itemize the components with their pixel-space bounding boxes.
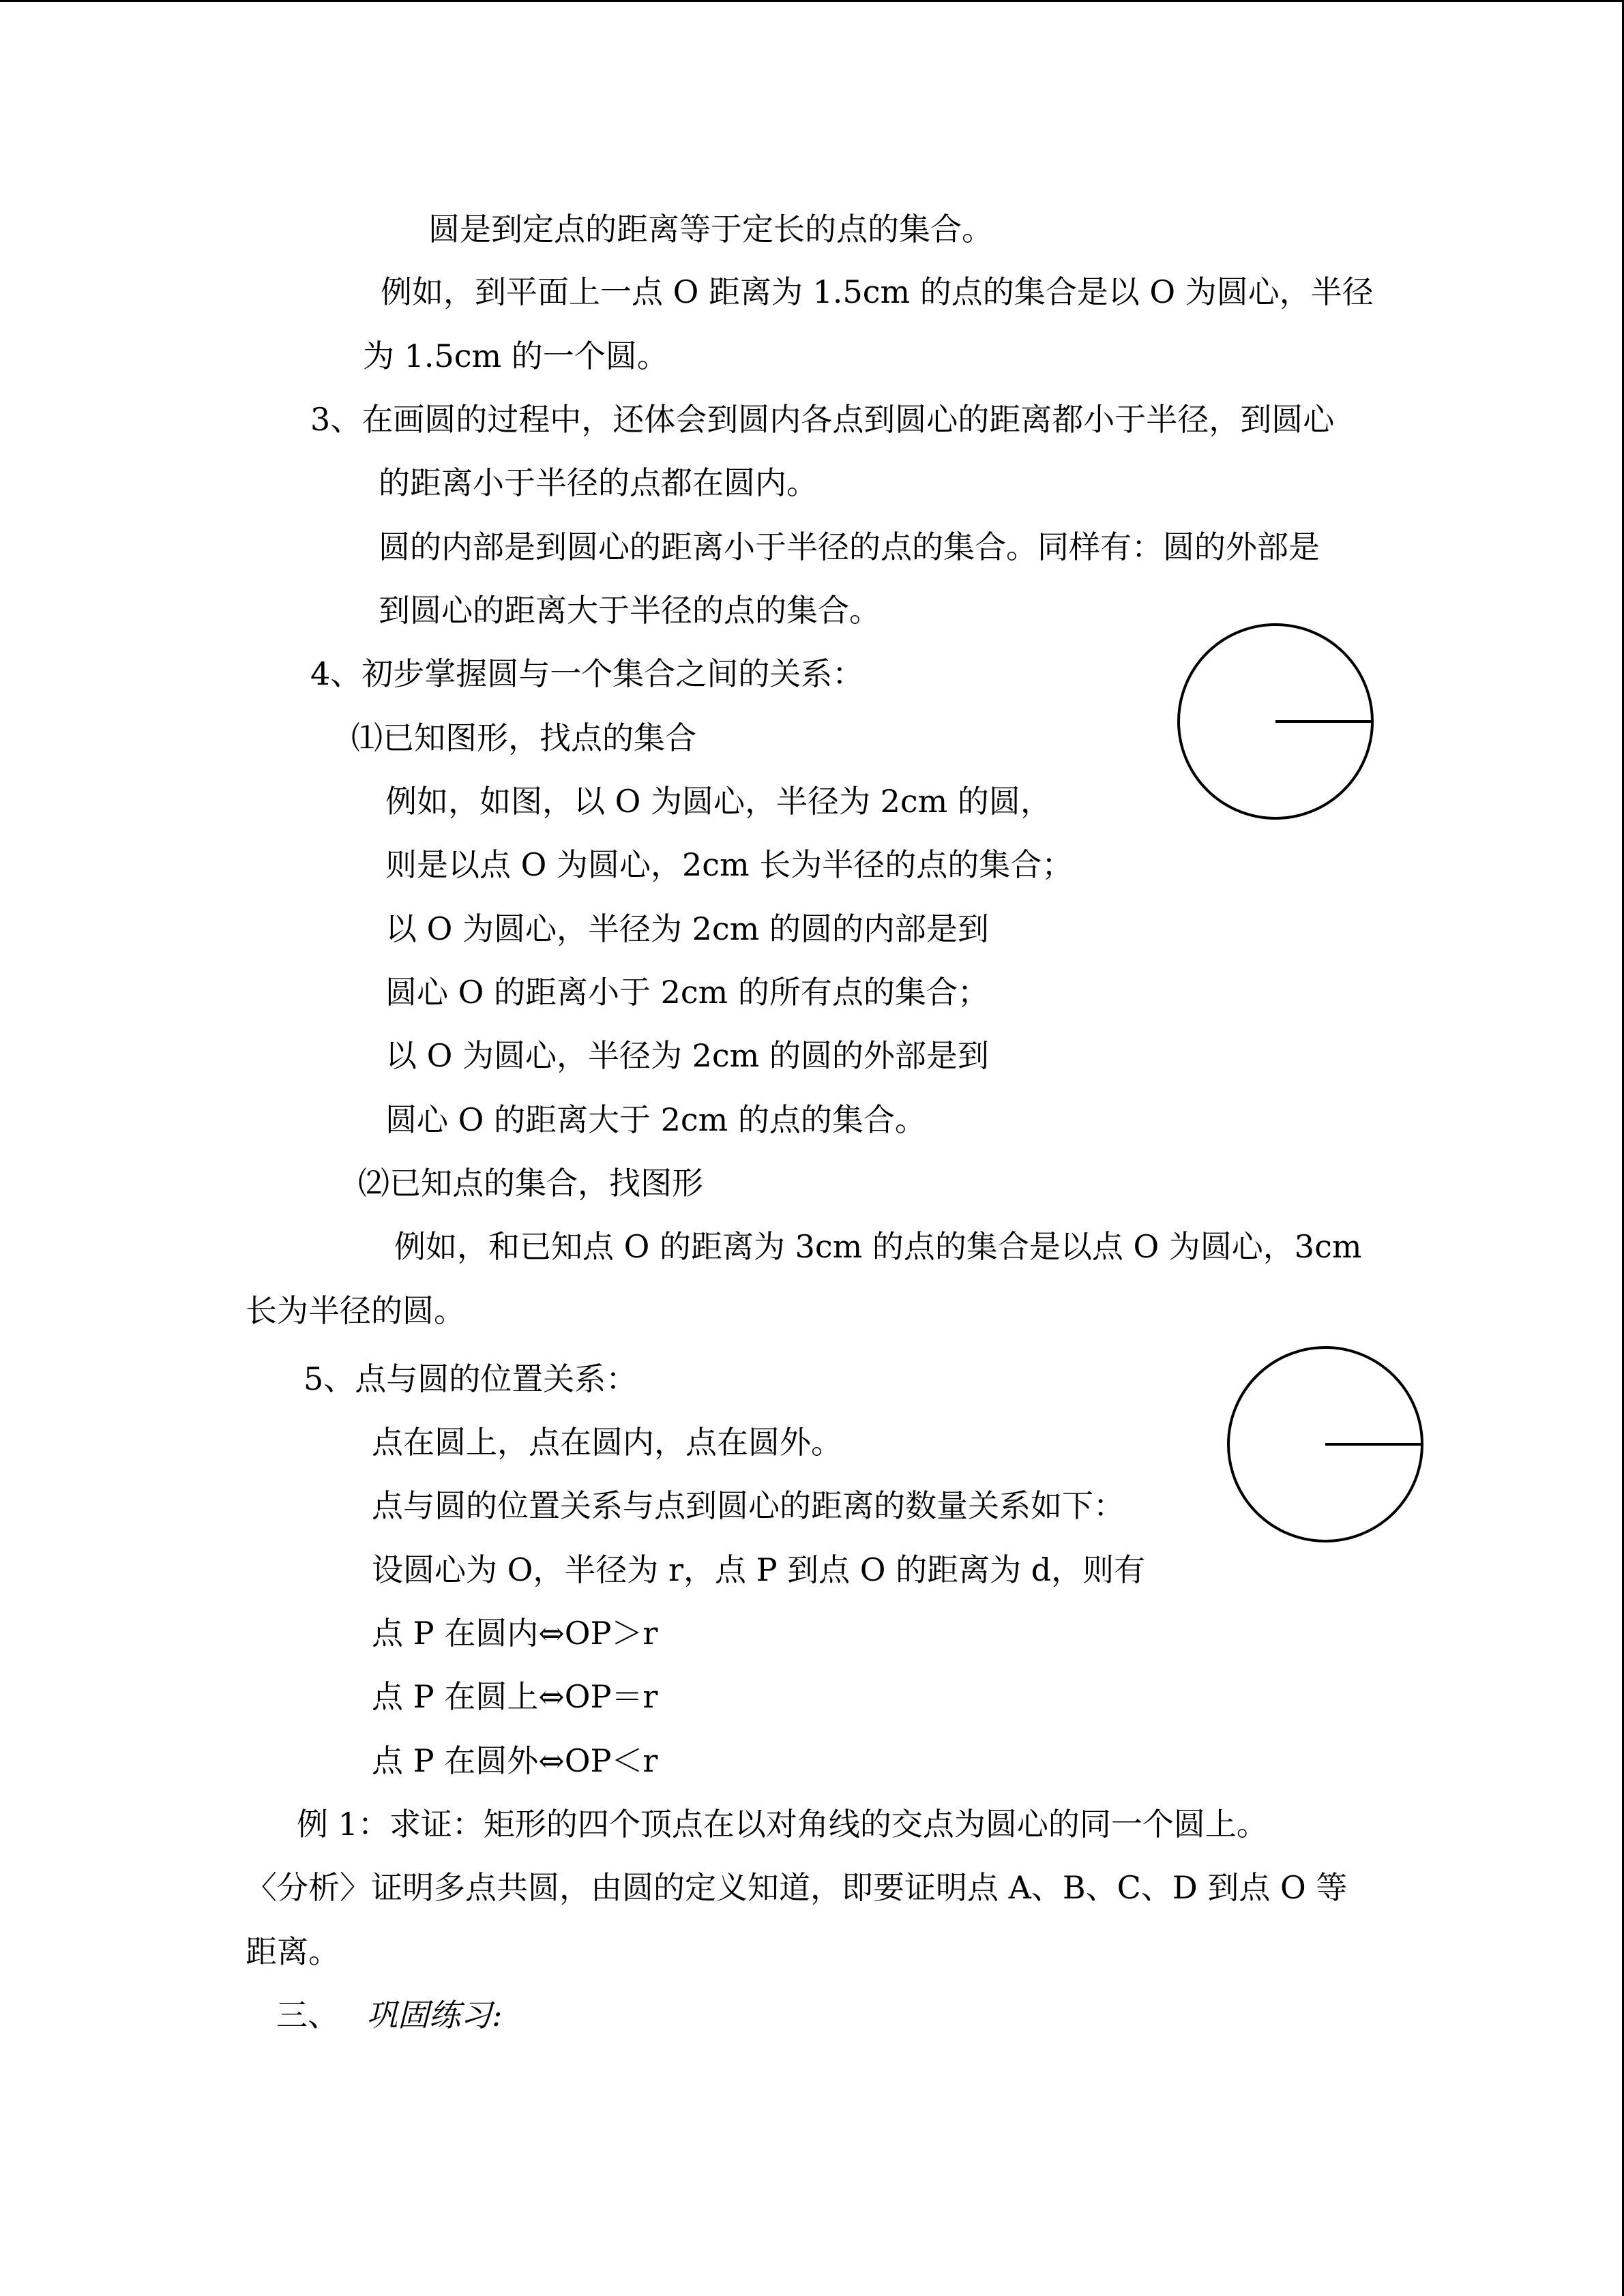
text-line: 圆心 O 的距离大于 2cm 的点的集合。 (385, 1101, 926, 1138)
text-line: 圆心 O 的距离小于 2cm 的所有点的集合； (385, 974, 989, 1011)
text-line: 例如，到平面上一点 O 距离为 1.5cm 的点的集合是以 O 为圆心，半径 (381, 273, 1374, 310)
page-top-border (0, 0, 1624, 2)
section-title: 巩固练习: (366, 1997, 503, 2033)
circle-figure-1 (1173, 619, 1378, 824)
text-line: 以 O 为圆心，半径为 2cm 的圆的内部是到 (385, 910, 989, 947)
text-line: 〈分析〉证明多点共圆，由圆的定义知道，即要证明点 A、B、C、D 到点 O 等 (246, 1869, 1348, 1906)
text-line: 4、初步掌握圆与一个集合之间的关系： (310, 655, 864, 692)
text-line: 以 O 为圆心，半径为 2cm 的圆的外部是到 (385, 1037, 989, 1074)
text-line: 圆的内部是到圆心的距离小于半径的点的集合。同样有：圆的外部是 (379, 528, 1320, 565)
text-line: ⑴已知图形，找点的集合 (351, 719, 696, 756)
text-line: 圆是到定点的距离等于定长的点的集合。 (428, 211, 993, 248)
text-line: 的距离小于半径的点都在圆内。 (379, 464, 818, 501)
text-line: 为 1.5cm 的一个圆。 (363, 338, 668, 374)
section-three-heading (276, 1995, 503, 2036)
text-line: 点与圆的位置关系与点到圆心的距离的数量关系如下： (372, 1487, 1125, 1524)
text-line: 例 1：求证：矩形的四个顶点在以对角线的交点为圆心的同一个圆上。 (297, 1806, 1268, 1843)
text-line: 点 P 在圆外⇔OP＜r (372, 1742, 658, 1779)
circle-figure-2 (1223, 1342, 1428, 1547)
text-line: 点 P 在圆上⇔OP＝r (372, 1678, 658, 1715)
text-line: 距离。 (246, 1933, 340, 1970)
text-line: 到圆心的距离大于半径的点的集合。 (379, 592, 881, 629)
text-line: 长为半径的圆。 (246, 1292, 465, 1329)
text-line: 例如，和已知点 O 的距离为 3cm 的点的集合是以点 O 为圆心，3cm (394, 1228, 1362, 1265)
text-line: 设圆心为 O，半径为 r，点 P 到点 O 的距离为 d，则有 (372, 1551, 1146, 1588)
text-line: 点在圆上，点在圆内，点在圆外。 (372, 1424, 842, 1461)
text-line: 5、点与圆的位置关系： (304, 1360, 638, 1397)
text-line: 则是以点 O 为圆心，2cm 长为半径的点的集合； (385, 846, 1074, 883)
text-line: 例如，如图，以 O 为圆心，半径为 2cm 的圆， (385, 783, 1052, 820)
text-line: 点 P 在圆内⇔OP＞r (372, 1615, 658, 1652)
section-number: 三、 (276, 1997, 339, 2033)
text-line: 3、在画圆的过程中，还体会到圆内各点到圆心的距离都小于半径，到圆心 (310, 401, 1335, 438)
text-line: ⑵已知点的集合，找图形 (358, 1165, 703, 1202)
